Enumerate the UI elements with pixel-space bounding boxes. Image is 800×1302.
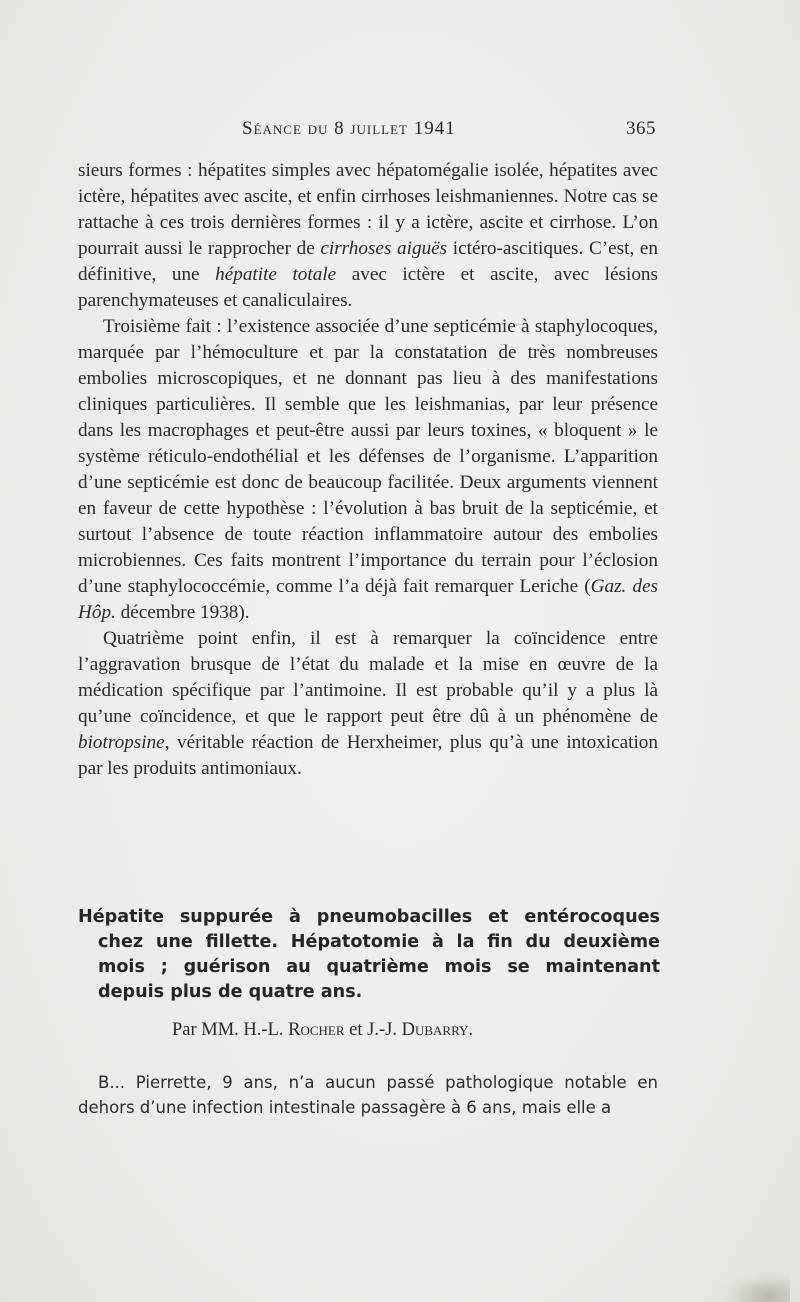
- article-title-line1: Hépatite suppurée à pneumobacilles et entérocoques: [78, 907, 660, 927]
- p1-text-a: sieurs formes : hépatites simples avec hépatomégalie isolée, hépatites avec ictère, hépatites avec ascite, et enfin cirrhoses leishmaniennes. Notre cas se rattache à ces trois dernières formes : il y a ictère, ascite et cirrhose. L’on pourrait aussi le rapprocher de: [78, 160, 658, 259]
- page-number: 365: [626, 118, 656, 139]
- p1-text-b: ictéro-ascitiques. C’est, en définitive, une: [78, 238, 658, 285]
- running-title: Séance du 8 juillet 1941: [242, 118, 456, 139]
- authors-suffix: .: [468, 1020, 474, 1040]
- p2-italic-citation: Gaz. des Hôp.: [78, 576, 658, 623]
- body-text: [78, 158, 658, 782]
- authors-mid: et J.-J.: [344, 1020, 402, 1040]
- author-rocher: Rocher: [288, 1020, 345, 1040]
- p3-text-b: , véritable réaction de Herxheimer, plus qu’à une intoxication par les produits antimoniaux.: [78, 732, 658, 779]
- authors-inner: [172, 1020, 473, 1041]
- p1-italic-hepatite: hépatite totale: [215, 264, 337, 285]
- paragraph-troisieme-fait: [78, 314, 658, 626]
- p3-italic-biotropsine: biotropsine: [78, 732, 165, 753]
- case-paragraph: B... Pierrette, 9 ans, n’a aucun passé pathologique notable en dehors d’une infection intestinale passagère à 6 ans, mais elle a: [78, 1073, 658, 1117]
- paragraph-continuation: [78, 158, 658, 314]
- author-dubarry: Dubarry: [401, 1020, 469, 1040]
- case-description: [78, 1070, 658, 1120]
- p1-italic-cirrhoses: cirrhoses aiguës: [320, 238, 448, 259]
- article-title-rest: chez une fillette. Hépatotomie à la fin du deuxième mois ; guérison au quatrième mois se maintenant depuis plus de quatre ans.: [98, 932, 660, 1002]
- p3-text-a: Quatrième point enfin, il est à remarquer la coïncidence entre l’aggravation brusque de l’état du malade et la mise en œuvre de la médication spécifique par l’antimoine. Il est probable qu’il y a plus là qu’une coïncidence, et que le rapport peut être dû à un phénomène de: [78, 628, 658, 727]
- authors-prefix: Par MM. H.-L.: [172, 1020, 289, 1040]
- p1-text-c: avec ictère et ascite, avec lésions parenchymateuses et canaliculaires.: [78, 264, 658, 311]
- page-header: [0, 116, 800, 144]
- p2-text-b: décembre 1938).: [115, 602, 250, 623]
- p2-text-a: Troisième fait : l’existence associée d’une septicémie à staphylocoques, marquée par l’hémoculture et par la constatation de très nombreuses embolies microscopiques, et ne donnant pas lieu à des manifestations cliniques particulières. Il semble que les leishmanias, par leur présence dans les macrophages et peut-être aussi par leurs toxines, « bloquent » le système réticulo-endothélial et les défenses de l’organisme. L’apparition d’une septicémie est donc de beaucoup facilitée. Deux arguments viennent en faveur de cette hypothèse : l’évolution à bas bruit de la septicémie, et surtout l’absence de toute réaction inflammatoire autour des embolies microbiennes. Ces faits montrent l’importance du terrain pour l’éclosion d’une staphylococcémie, comme l’a déjà fait remarquer Leriche (: [78, 316, 658, 597]
- article-title: [78, 905, 660, 1005]
- page-smudge: [720, 1272, 790, 1302]
- paragraph-quatrieme-point: [78, 626, 658, 782]
